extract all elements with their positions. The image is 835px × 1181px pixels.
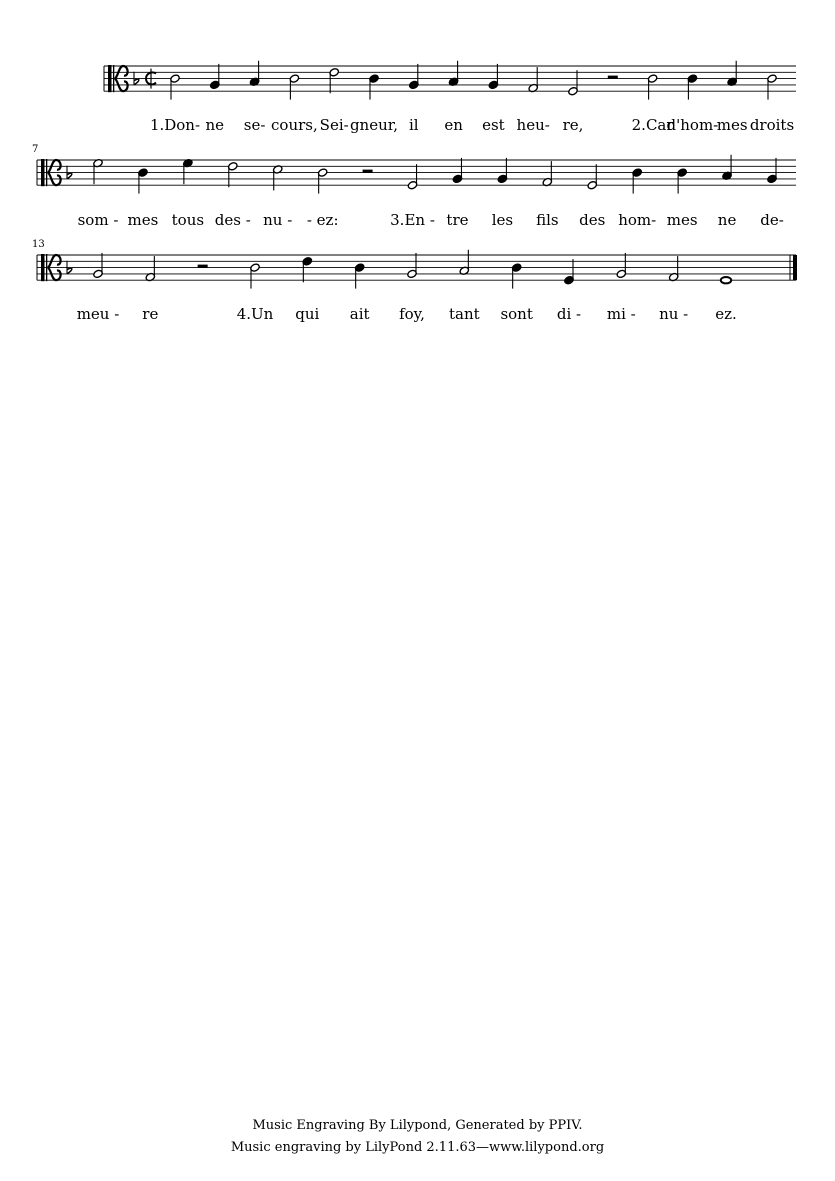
lyric-syllable: ne xyxy=(717,211,737,229)
lyric-syllable: 2.Car xyxy=(631,116,674,134)
quarter-note xyxy=(354,263,365,289)
lyric-syllable: de- xyxy=(760,211,784,229)
half-note xyxy=(587,164,598,190)
footer-lilypond-credit: Music engraving by LilyPond 2.11.63—www.lilypond.org xyxy=(230,1140,605,1155)
lyric-syllable: en xyxy=(444,116,463,134)
lyric-syllable: ne xyxy=(205,116,225,134)
lyric-syllable: des - xyxy=(214,211,251,229)
lyric-syllable: est xyxy=(482,116,505,134)
lyric-syllable: hom- xyxy=(618,211,657,229)
lyric-syllable: sont xyxy=(500,305,533,323)
half-rest xyxy=(608,76,618,79)
half-note xyxy=(407,253,418,279)
footer-engraving-credit: Music Engraving By Lilypond, Generated by PPIV. xyxy=(252,1118,583,1133)
quarter-note xyxy=(677,168,688,194)
quarter-note xyxy=(564,259,575,285)
half-note xyxy=(542,161,553,187)
quarter-note xyxy=(727,61,738,87)
lyric-syllable: d'hom- xyxy=(666,116,719,134)
half-note xyxy=(647,74,658,100)
lyric-syllable: foy, xyxy=(399,305,425,323)
half-note xyxy=(568,70,579,96)
whole-note xyxy=(721,277,731,283)
staff-system-3 xyxy=(32,239,797,323)
half-note xyxy=(289,74,300,100)
lyric-syllable: gneur, xyxy=(349,116,399,134)
lyric-syllable: mes xyxy=(716,116,748,134)
lyric-syllable: se- xyxy=(243,116,266,134)
quarter-note xyxy=(488,64,499,90)
staff-system-2 xyxy=(32,144,796,229)
half-note xyxy=(329,68,340,94)
lyric-syllable: fils xyxy=(536,211,559,229)
half-note xyxy=(93,158,104,184)
lyric-syllable: les xyxy=(491,211,514,229)
quarter-note xyxy=(722,155,733,181)
lyric-syllable: som - xyxy=(77,211,119,229)
quarter-note xyxy=(408,64,419,90)
half-note xyxy=(170,74,181,100)
quarter-note xyxy=(249,61,260,87)
quarter-note xyxy=(497,158,508,184)
lyric-syllable: 1.Don- xyxy=(149,116,201,134)
final-barline-thick xyxy=(793,255,797,280)
staff-system-1 xyxy=(104,61,796,134)
half-rest xyxy=(198,265,208,268)
lyric-syllable: re xyxy=(142,305,159,323)
half-note xyxy=(227,162,238,188)
quarter-note xyxy=(632,168,643,194)
lyric-syllable: ait xyxy=(349,305,370,323)
lyric-syllable: ez. xyxy=(715,305,737,323)
lyric-syllable: mes xyxy=(666,211,698,229)
half-note xyxy=(272,165,283,191)
lyric-syllable: tre xyxy=(446,211,469,229)
lyric-syllable: 3.En - xyxy=(390,211,435,229)
half-note xyxy=(250,263,261,289)
lyric-syllable: - ez: xyxy=(306,211,339,229)
lyric-syllable: tous xyxy=(171,211,205,229)
quarter-note xyxy=(448,61,459,87)
quarter-note xyxy=(511,263,522,289)
lyric-syllable: Sei- xyxy=(319,116,349,134)
half-note xyxy=(528,67,539,93)
half-note xyxy=(93,253,104,279)
lyric-syllable: il xyxy=(408,116,419,134)
quarter-note xyxy=(369,74,380,100)
quarter-note xyxy=(302,257,313,283)
lyric-syllable: cours, xyxy=(271,116,318,134)
lyric-syllable: des xyxy=(579,211,606,229)
quarter-note xyxy=(687,74,698,100)
quarter-note xyxy=(138,168,149,194)
measure-number: 7 xyxy=(32,144,39,155)
lyric-syllable: tant xyxy=(448,305,480,323)
quarter-note xyxy=(452,158,463,184)
lyric-syllable: qui xyxy=(295,305,320,323)
quarter-note xyxy=(767,158,778,184)
half-note xyxy=(668,256,679,282)
half-note xyxy=(407,164,418,190)
lyric-syllable: 4.Un xyxy=(236,305,274,323)
lyric-syllable: meu - xyxy=(76,305,120,323)
lyric-syllable: re, xyxy=(562,116,584,134)
lyric-syllable: mes xyxy=(127,211,159,229)
lyric-syllable: di - xyxy=(556,305,582,323)
half-note xyxy=(767,74,778,100)
half-note xyxy=(317,168,328,194)
half-note xyxy=(616,253,627,279)
half-rest xyxy=(363,170,373,173)
lyric-syllable: nu - xyxy=(263,211,293,229)
measure-number: 13 xyxy=(32,239,45,250)
lyric-syllable: heu- xyxy=(516,116,550,134)
lyric-syllable: droits xyxy=(749,116,795,134)
quarter-note xyxy=(209,64,220,90)
half-note xyxy=(459,250,470,276)
quarter-note xyxy=(183,158,194,184)
lyric-syllable: nu - xyxy=(659,305,689,323)
half-note xyxy=(145,256,156,282)
lyric-syllable: mi - xyxy=(606,305,636,323)
